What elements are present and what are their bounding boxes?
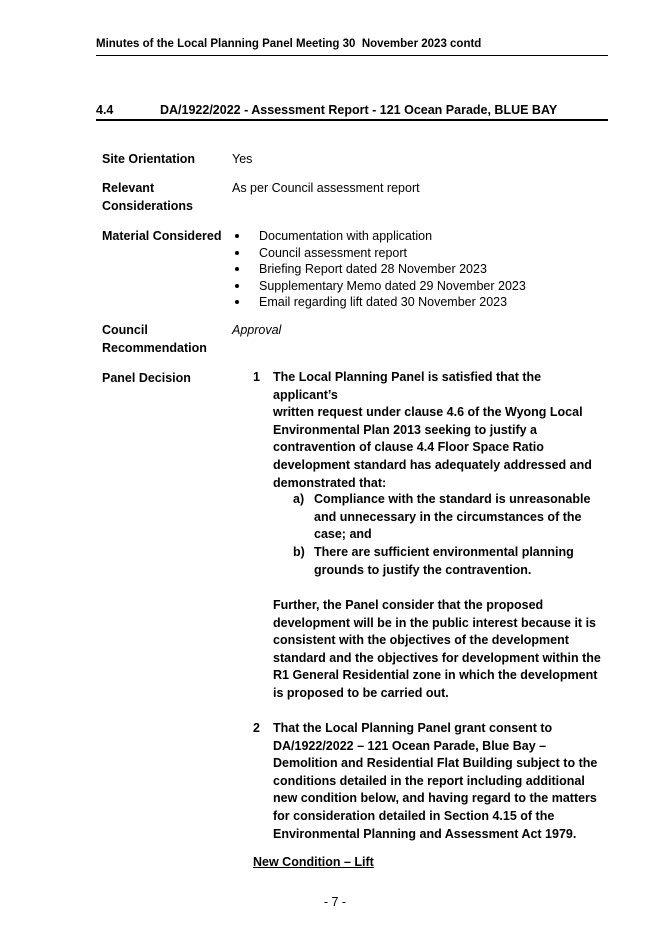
relevant-considerations-label (102, 179, 227, 215)
decision-1-line: Environmental Plan 2013 seeking to justify a (273, 422, 537, 437)
sub-item-b-letter: b) (293, 545, 305, 559)
decision-2-line: for consideration detailed in Section 4.15 of the (273, 808, 555, 823)
decision-1-line: The Local Planning Panel is satisfied that the applicant’s (273, 370, 542, 402)
further-line: development will be in the public interest because it is (273, 615, 596, 630)
council-recommendation-label-line1: Council (102, 323, 148, 337)
header-divider (96, 55, 608, 56)
decision-1-text (273, 369, 605, 492)
decision-1-line: written request under clause 4.6 of the Wyong Local (273, 405, 583, 420)
decision-1-line: contravention of clause 4.4 Floor Space Ratio (273, 440, 544, 455)
decision-2-line: Environmental Planning and Assessment Act 1979. (273, 826, 577, 841)
decision-2-line: new condition below, and having regard to the matters (273, 791, 597, 806)
decision-2-line: That the Local Planning Panel grant consent to (273, 721, 553, 735)
council-recommendation-value: Approval (232, 323, 282, 337)
page-header: Minutes of the Local Planning Panel Meeting 30 November 2023 contd (96, 38, 482, 50)
sub-item-a-letter: a) (293, 492, 305, 506)
site-orientation-label: Site Orientation (102, 152, 196, 166)
further-line: standard and the objectives for development within the (273, 650, 601, 665)
material-item: Supplementary Memo dated 29 November 2023 (232, 278, 612, 295)
material-item: Documentation with application (232, 228, 612, 245)
material-considered-label: Material Considered (102, 229, 222, 243)
sub-item-a-line: Compliance with the standard is unreasonable (314, 492, 591, 506)
council-recommendation-label-line2: Recommendation (102, 341, 207, 355)
decision-2-line: Demolition and Residential Flat Building subject to the (273, 756, 598, 771)
sub-item-a-line: case; and (314, 527, 372, 542)
material-considered-list (232, 228, 612, 311)
sub-item-b-line: grounds to justify the contravention. (314, 562, 532, 577)
new-condition-heading: New Condition – Lift (253, 855, 374, 869)
further-line: consistent with the objectives of the development (273, 633, 569, 648)
relevant-considerations-label-line1: Relevant (102, 181, 155, 195)
decision-2-text (273, 720, 605, 843)
decision-2-line: DA/1922/2022 – 121 Ocean Parade, Blue Bay – (273, 738, 547, 753)
further-line: Further, the Panel consider that the proposed (273, 598, 544, 612)
decision-2-line: conditions detailed in the report including additional (273, 773, 585, 788)
decision-2-number: 2 (253, 721, 260, 735)
relevant-considerations-value: As per Council assessment report (232, 181, 420, 195)
decision-1-number: 1 (253, 370, 260, 384)
site-orientation-value: Yes (232, 152, 253, 166)
item-number: 4.4 (96, 103, 114, 117)
further-line: R1 General Residential zone in which the development (273, 668, 598, 683)
further-line: is proposed to be carried out. (273, 685, 449, 700)
decision-1-line: demonstrated that: (273, 475, 387, 490)
material-item: Email regarding lift dated 30 November 2023 (232, 294, 612, 311)
decision-1-line: development standard has adequately addressed and (273, 457, 592, 472)
material-item: Council assessment report (232, 245, 612, 262)
item-title: DA/1922/2022 - Assessment Report - 121 Ocean Parade, BLUE BAY (160, 103, 558, 117)
sub-item-a-line: and unnecessary in the circumstances of the (314, 509, 582, 524)
sub-item-b-text (314, 544, 604, 579)
council-recommendation-label (102, 321, 227, 357)
sub-item-b-line: There are sufficient environmental planning (314, 545, 574, 559)
further-paragraph (273, 597, 605, 703)
panel-decision-label: Panel Decision (102, 371, 191, 385)
relevant-considerations-label-line2: Considerations (102, 199, 193, 213)
sub-item-a-text (314, 491, 604, 544)
material-item: Briefing Report dated 28 November 2023 (232, 261, 612, 278)
item-heading-divider (96, 119, 608, 121)
page-number: - 7 - (323, 895, 347, 909)
